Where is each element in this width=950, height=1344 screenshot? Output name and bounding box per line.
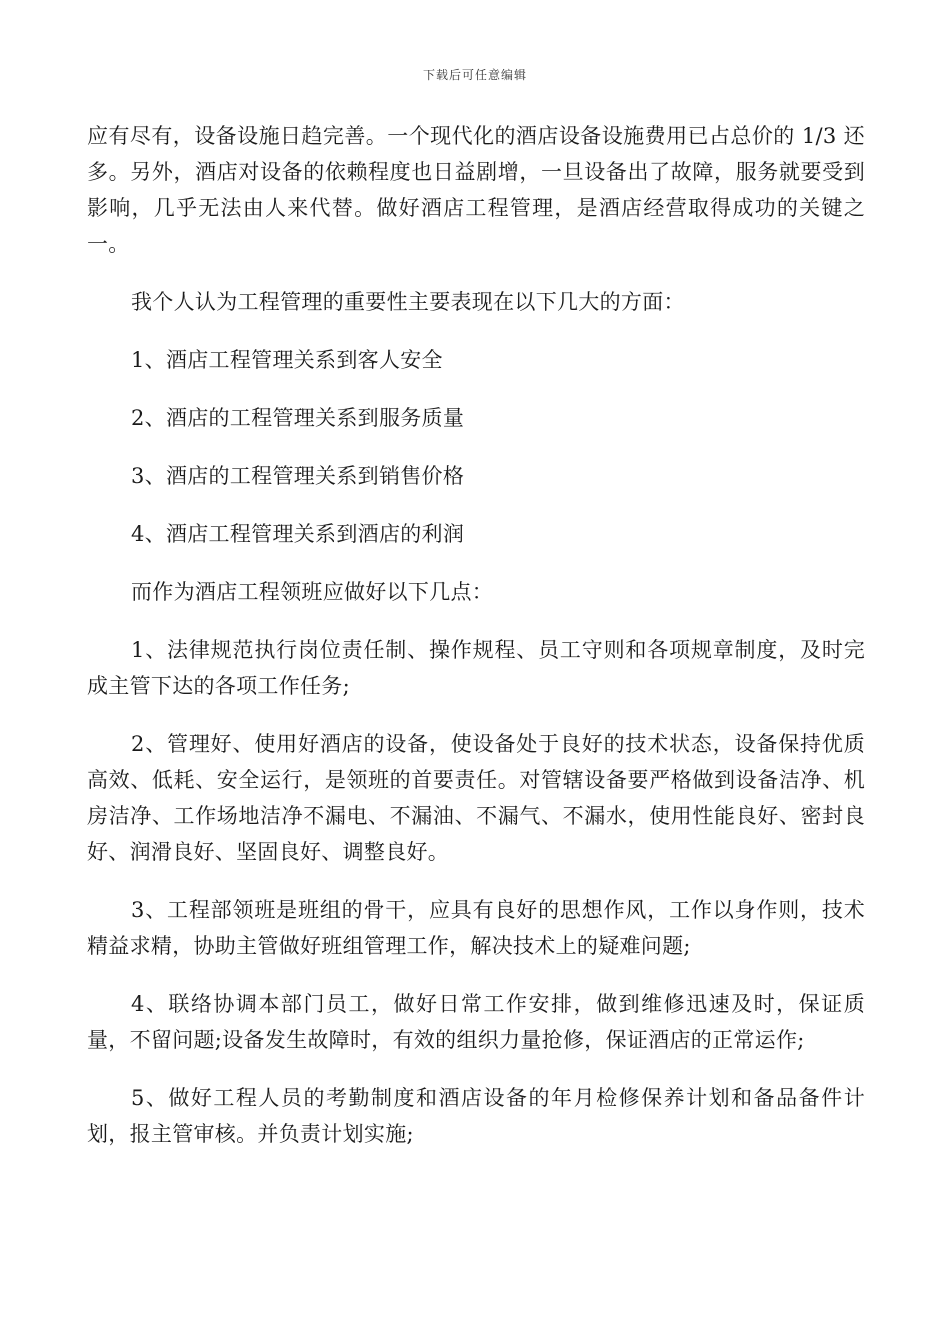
list-item-importance-4: 4、酒店工程管理关系到酒店的利润 [131, 522, 465, 546]
paragraph-importance-lead: 我个人认为工程管理的重要性主要表现在以下几大的方面： [131, 290, 685, 314]
document-body [87, 118, 865, 1174]
paragraph-intro: 应有尽有，设备设施日趋完善。一个现代化的酒店设备设施费用已占总价的 1/3 还多。另外，酒店对设备的依赖程度也日益剧增，一旦设备出了故障，服务就要受到影响，几乎无法由人来代替。做好酒店工程管理，是酒店经营取得成功的关键之一。 [87, 124, 865, 256]
paragraph-duties-lead: 而作为酒店工程领班应做好以下几点： [131, 580, 494, 604]
page-header: 下载后可任意编辑 [422, 68, 527, 82]
list-item-importance-1: 1、酒店工程管理关系到客人安全 [131, 348, 443, 372]
list-item-duty-3: 3、工程部领班是班组的骨干，应具有良好的思想作风，工作以身作则，技术精益求精，协助主管做好班组管理工作，解决技术上的疑难问题; [87, 898, 865, 958]
list-item-importance-3: 3、酒店的工程管理关系到销售价格 [131, 464, 465, 488]
list-item-importance-2: 2、酒店的工程管理关系到服务质量 [131, 406, 465, 430]
list-item-duty-4: 4、联络协调本部门员工，做好日常工作安排，做到维修迅速及时，保证质量，不留问题;设备发生故障时，有效的组织力量抢修，保证酒店的正常运作; [87, 992, 865, 1052]
list-item-duty-1: 1、法律规范执行岗位责任制、操作规程、员工守则和各项规章制度，及时完成主管下达的各项工作任务; [87, 638, 865, 698]
list-item-duty-5: 5、做好工程人员的考勤制度和酒店设备的年月检修保养计划和备品备件计划，报主管审核。并负责计划实施; [87, 1086, 865, 1146]
list-item-duty-2: 2、管理好、使用好酒店的设备，使设备处于良好的技术状态，设备保持优质高效、低耗、安全运行，是领班的首要责任。对管辖设备要严格做到设备洁净、机房洁净、工作场地洁净不漏电、不漏油、不漏气、不漏水，使用性能良好、密封良好、润滑良好、坚固良好、调整良好。 [87, 732, 865, 864]
